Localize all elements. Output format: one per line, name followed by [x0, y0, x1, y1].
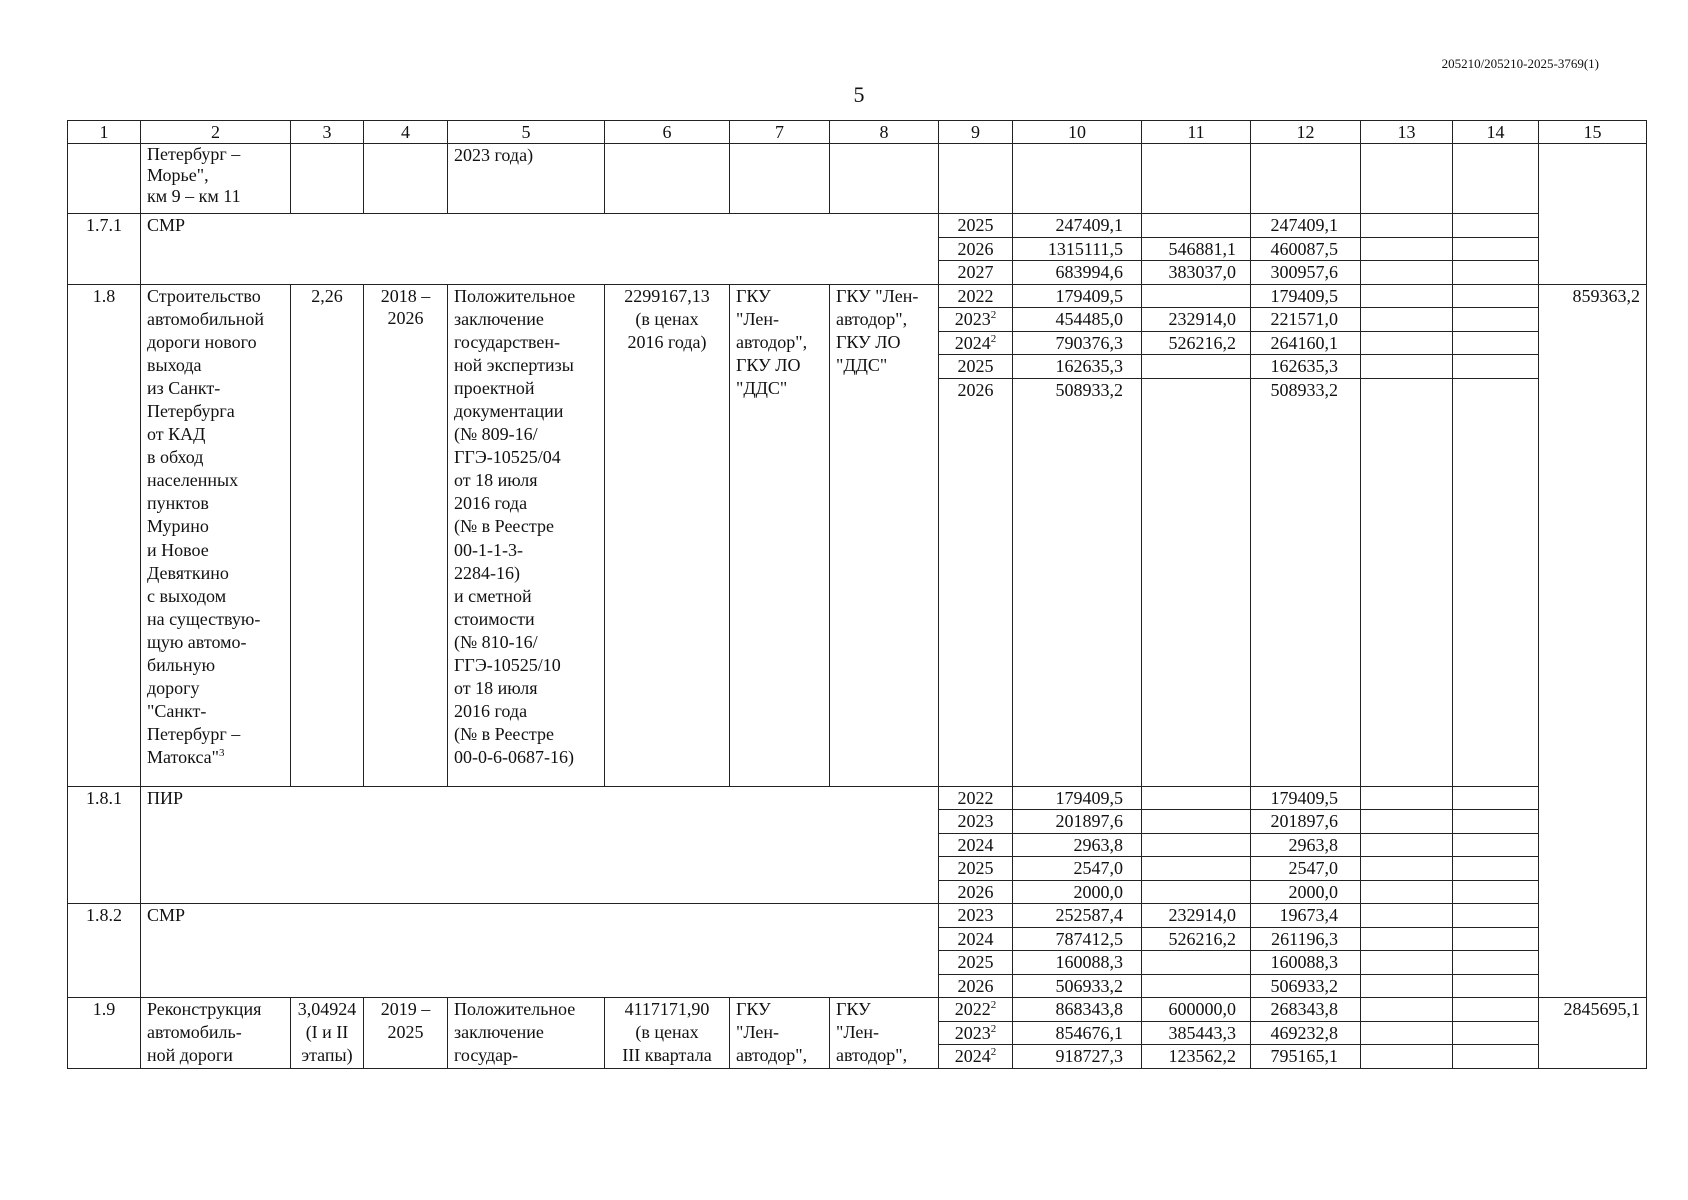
value-cell: 508933,2 — [1013, 378, 1142, 786]
year-cell: 2023 — [939, 810, 1013, 834]
col-header: 12 — [1251, 121, 1361, 144]
cell — [1361, 214, 1453, 238]
value-cell: 160088,3 — [1251, 951, 1361, 975]
cell — [1361, 880, 1453, 904]
cell — [1453, 261, 1539, 285]
cell — [1453, 974, 1539, 998]
footnote-mark: 2 — [990, 1046, 997, 1058]
footnote-mark: 2 — [990, 309, 997, 321]
expertise-cell: Положительное заключение государ- — [448, 998, 605, 1069]
col-header: 15 — [1539, 121, 1647, 144]
value-cell — [1142, 810, 1251, 834]
year-cell: 2026 — [939, 974, 1013, 998]
year-cell — [939, 1045, 1013, 1069]
year-cell — [939, 378, 1013, 786]
value-cell: 162635,3 — [1013, 355, 1142, 379]
value-cell: 19673,4 — [1251, 904, 1361, 928]
cell — [1361, 810, 1453, 834]
year-text: 2025 — [957, 356, 994, 376]
value-cell: 546881,1 — [1142, 237, 1251, 261]
cell — [1453, 998, 1539, 1022]
year-cell — [939, 284, 1013, 308]
value-cell: 2963,8 — [1251, 833, 1361, 857]
row-id: 1.8.1 — [68, 786, 141, 904]
col15-cell: 2845695,1 — [1539, 998, 1647, 1069]
value-cell: 460087,5 — [1251, 237, 1361, 261]
value-cell: 247409,1 — [1013, 214, 1142, 238]
col15-cell: 859363,2 — [1539, 284, 1647, 998]
customer-cell: ГКУ "Лен- автодор", — [730, 998, 830, 1069]
cell — [1453, 355, 1539, 379]
cell — [1453, 1045, 1539, 1069]
footnote-mark: 2 — [990, 332, 997, 345]
cell — [1361, 237, 1453, 261]
expertise-cell: Положительное заключение государствен- ной экспертизы проектной документации (№ 809-16/ ГГЭ-10525/04 от 18 июля 2016 года (№ в Реестре 00-1-1-3- 2284-16) и сметной стоимости (№ 810-16/ ГГЭ-10525/10 от 18 июля 2016 года (№ в Реестре 00-0-6-0687-16) — [448, 284, 605, 786]
cost-cell: 2299167,13 (в ценах 2016 года) — [605, 284, 730, 786]
value-cell — [1142, 974, 1251, 998]
developer-cell: ГКУ "Лен- автодор", ГКУ ЛО "ДДС" — [830, 284, 939, 786]
year-text: 2024 — [954, 1046, 991, 1066]
value-cell: 160088,3 — [1013, 951, 1142, 975]
year-text: 2026 — [957, 379, 994, 400]
value-cell: 252587,4 — [1013, 904, 1142, 928]
year-cell — [939, 1021, 1013, 1045]
year-cell: 2022 — [939, 786, 1013, 810]
cell — [1453, 237, 1539, 261]
cell — [1361, 951, 1453, 975]
col-header: 10 — [1013, 121, 1142, 144]
year-text: 2023 — [954, 309, 991, 329]
cell — [1361, 331, 1453, 355]
value-cell: 795165,1 — [1251, 1045, 1361, 1069]
length-cell: 2,26 — [291, 284, 364, 786]
value-cell: 179409,5 — [1251, 786, 1361, 810]
value-cell — [1142, 355, 1251, 379]
year-text: 2022 — [954, 999, 991, 1019]
table-row — [68, 214, 1647, 238]
col-header: 6 — [605, 121, 730, 144]
year-cell: 2025 — [939, 214, 1013, 238]
cell — [1361, 927, 1453, 951]
col-header: 2 — [141, 121, 291, 144]
cell — [1251, 144, 1361, 214]
cell — [1453, 833, 1539, 857]
customer-cell: ГКУ "Лен- автодор", ГКУ ЛО "ДДС" — [730, 284, 830, 786]
value-cell: 506933,2 — [1013, 974, 1142, 998]
value-cell: 918727,3 — [1013, 1045, 1142, 1069]
cell — [730, 144, 830, 214]
value-cell: 179409,5 — [1251, 284, 1361, 308]
year-cell — [939, 331, 1013, 355]
value-cell: 469232,8 — [1251, 1021, 1361, 1045]
row-name: Реконструкция автомобиль- ной дороги — [141, 998, 291, 1069]
period-cell: 2019 – 2025 — [364, 998, 448, 1069]
cell — [1361, 308, 1453, 332]
footnote-mark: 2 — [990, 1022, 997, 1035]
year-text: 2023 — [954, 1022, 991, 1043]
cell — [1453, 927, 1539, 951]
cell — [1453, 810, 1539, 834]
col-header: 3 — [291, 121, 364, 144]
cell — [1453, 331, 1539, 355]
value-cell: 508933,2 — [1251, 378, 1361, 786]
object-name-cell: Петербург – Морье", км 9 – км 11 — [141, 144, 291, 214]
footnote-mark: 2 — [990, 999, 997, 1011]
cell — [1142, 144, 1251, 214]
year-cell: 2026 — [939, 880, 1013, 904]
cell — [68, 144, 141, 214]
value-cell: 385443,3 — [1142, 1021, 1251, 1045]
row-id: 1.7.1 — [68, 214, 141, 285]
row-name: ПИР — [141, 786, 939, 904]
col-header: 13 — [1361, 121, 1453, 144]
cell — [605, 144, 730, 214]
value-cell: 506933,2 — [1251, 974, 1361, 998]
cell — [1453, 1021, 1539, 1045]
col-header: 7 — [730, 121, 830, 144]
value-cell: 268343,8 — [1251, 998, 1361, 1022]
document-id: 205210/205210-2025-3769(1) — [1441, 56, 1599, 71]
cell — [1453, 786, 1539, 810]
value-cell: 232914,0 — [1142, 904, 1251, 928]
cell — [1361, 378, 1453, 786]
value-cell: 162635,3 — [1251, 355, 1361, 379]
value-cell: 790376,3 — [1013, 331, 1142, 355]
col-header: 14 — [1453, 121, 1539, 144]
cell — [1361, 355, 1453, 379]
value-cell: 787412,5 — [1013, 927, 1142, 951]
value-cell: 221571,0 — [1251, 308, 1361, 332]
year-cell: 2025 — [939, 857, 1013, 881]
year-cell — [939, 355, 1013, 379]
year-cell — [939, 998, 1013, 1022]
value-cell: 526216,2 — [1142, 927, 1251, 951]
value-cell — [1142, 284, 1251, 308]
cell — [364, 144, 448, 214]
value-cell: 383037,0 — [1142, 261, 1251, 285]
row-name-text: Строительство автомобильной дороги нового выхода из Санкт- Петербурга от КАД в обход населенных пунктов Мурино и Новое Девяткино с выходом на существую- щую автомо- бильную дорогу "Санкт- Петербург – Матокса" — [147, 285, 264, 768]
cell — [939, 144, 1013, 214]
cell — [1361, 974, 1453, 998]
col15-cell — [1539, 144, 1647, 285]
footnote-mark: 3 — [219, 747, 225, 760]
value-cell: 1315111,5 — [1013, 237, 1142, 261]
cell — [1453, 378, 1539, 786]
value-cell: 261196,3 — [1251, 927, 1361, 951]
value-cell: 683994,6 — [1013, 261, 1142, 285]
col-header: 5 — [448, 121, 605, 144]
table-row — [68, 904, 1647, 928]
cell — [1361, 786, 1453, 810]
value-cell: 454485,0 — [1013, 308, 1142, 332]
table-row — [68, 786, 1647, 810]
value-cell — [1142, 951, 1251, 975]
value-cell — [1142, 378, 1251, 786]
table-row — [68, 998, 1647, 1022]
value-cell: 2963,8 — [1013, 833, 1142, 857]
value-cell: 854676,1 — [1013, 1021, 1142, 1045]
row-name — [141, 284, 291, 786]
value-cell: 2000,0 — [1013, 880, 1142, 904]
value-cell — [1142, 880, 1251, 904]
year-cell: 2026 — [939, 237, 1013, 261]
row-id: 1.8 — [68, 284, 141, 786]
year-text: 2022 — [957, 285, 994, 306]
cell — [1453, 308, 1539, 332]
col-header: 9 — [939, 121, 1013, 144]
expertise-cell: 2023 года) — [448, 144, 605, 214]
year-cell — [939, 308, 1013, 332]
period-cell: 2018 – 2026 — [364, 284, 448, 786]
cell — [1453, 904, 1539, 928]
value-cell: 2000,0 — [1251, 880, 1361, 904]
continuation-row — [68, 144, 1647, 214]
col-header: 4 — [364, 121, 448, 144]
developer-cell: ГКУ "Лен- автодор", — [830, 998, 939, 1069]
cell — [1453, 880, 1539, 904]
value-cell: 264160,1 — [1251, 331, 1361, 355]
value-cell: 868343,8 — [1013, 998, 1142, 1022]
value-cell — [1142, 833, 1251, 857]
cell — [1013, 144, 1142, 214]
value-cell: 2547,0 — [1013, 857, 1142, 881]
value-cell: 123562,2 — [1142, 1045, 1251, 1069]
cost-cell: 4117171,90 (в ценах III квартала — [605, 998, 730, 1069]
cell — [1453, 284, 1539, 308]
cell — [1361, 284, 1453, 308]
year-text: 2024 — [954, 332, 991, 353]
col-header: 8 — [830, 121, 939, 144]
value-cell — [1142, 214, 1251, 238]
cell — [291, 144, 364, 214]
cell — [1361, 261, 1453, 285]
value-cell: 201897,6 — [1251, 810, 1361, 834]
value-cell — [1142, 857, 1251, 881]
cell — [1453, 857, 1539, 881]
row-id: 1.8.2 — [68, 904, 141, 998]
cell — [1453, 214, 1539, 238]
cell — [1453, 144, 1539, 214]
cell — [830, 144, 939, 214]
value-cell: 201897,6 — [1013, 810, 1142, 834]
value-cell: 179409,5 — [1013, 284, 1142, 308]
year-cell: 2025 — [939, 951, 1013, 975]
value-cell: 179409,5 — [1013, 786, 1142, 810]
col-header: 11 — [1142, 121, 1251, 144]
value-cell — [1142, 786, 1251, 810]
value-cell: 526216,2 — [1142, 331, 1251, 355]
cell — [1361, 833, 1453, 857]
row-id: 1.9 — [68, 998, 141, 1069]
value-cell: 600000,0 — [1142, 998, 1251, 1022]
cell — [1453, 951, 1539, 975]
program-table — [67, 120, 1647, 1069]
year-cell: 2024 — [939, 833, 1013, 857]
value-cell: 300957,6 — [1251, 261, 1361, 285]
value-cell: 2547,0 — [1251, 857, 1361, 881]
cell — [1361, 904, 1453, 928]
length-cell: 3,04924 (I и II этапы) — [291, 998, 364, 1069]
value-cell: 247409,1 — [1251, 214, 1361, 238]
cell — [1361, 144, 1453, 214]
cell — [1361, 1021, 1453, 1045]
page-number: 5 — [853, 82, 865, 107]
row-name: СМР — [141, 214, 939, 285]
cell — [1361, 857, 1453, 881]
cell — [1361, 998, 1453, 1022]
col-header: 1 — [68, 121, 141, 144]
column-number-row — [68, 121, 1647, 144]
row-name: СМР — [141, 904, 939, 998]
year-cell: 2027 — [939, 261, 1013, 285]
year-cell: 2023 — [939, 904, 1013, 928]
cell — [1361, 1045, 1453, 1069]
year-cell: 2024 — [939, 927, 1013, 951]
table-row — [68, 284, 1647, 308]
value-cell: 232914,0 — [1142, 308, 1251, 332]
